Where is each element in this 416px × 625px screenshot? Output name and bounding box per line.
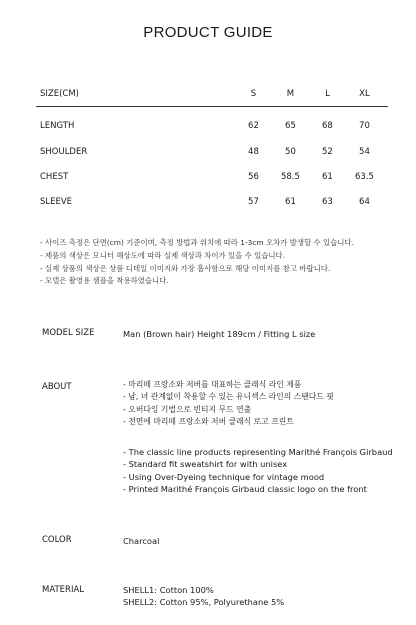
row-label: CHEST: [40, 171, 69, 182]
table-row: [36, 164, 388, 189]
list-item: - 남, 녀 관계없이 착용할 수 있는 유니섹스 라인의 스탠다드 핏: [123, 392, 334, 402]
size-header-m: M: [267, 89, 314, 107]
material-label: MATERIAL: [42, 585, 85, 595]
list-item: - The classic line products representing Marithé François Girbaud: [123, 447, 393, 457]
table-row: [36, 189, 388, 214]
table-cell: 57: [248, 196, 259, 207]
table-cell: 68: [322, 121, 333, 131]
page-title: PRODUCT GUIDE: [143, 24, 273, 41]
note-line: - 실제 상품의 색상은 상품 디테일 이미지와 가장 흡사함으로 해당 이미지를 참고 바랍니다.: [40, 263, 331, 273]
size-header-xl: XL: [341, 89, 388, 107]
material-list: [123, 584, 284, 609]
about-korean-list: [123, 379, 334, 428]
size-table: [36, 89, 388, 214]
table-cell: 65: [285, 121, 296, 131]
about-english-list: [123, 446, 393, 495]
table-cell: 54: [359, 146, 370, 157]
color-value: Charcoal: [123, 536, 160, 546]
color-label: COLOR: [42, 535, 72, 545]
list-item: SHELL1: Cotton 100%: [123, 585, 214, 595]
model-size-value: Man (Brown hair) Height 189cm / Fitting L size: [123, 329, 316, 339]
list-item: - Printed Marithé François Girbaud classic logo on the front: [123, 483, 367, 494]
table-cell: 48: [248, 146, 259, 157]
table-cell: 61: [322, 171, 333, 182]
table-row: [36, 107, 388, 140]
table-cell: 63: [322, 196, 333, 207]
model-size-label: MODEL SIZE: [42, 328, 95, 338]
note-line: - 모델은 촬영용 샘플을 착용하였습니다.: [40, 276, 169, 286]
table-cell: 64: [359, 196, 370, 207]
size-header-l: L: [314, 89, 341, 107]
size-notes: [40, 237, 380, 288]
list-item: SHELL2: Cotton 95%, Polyurethane 5%: [123, 597, 285, 608]
row-label: SHOULDER: [40, 146, 88, 157]
size-header-s: S: [240, 89, 267, 107]
list-item: - 오버다잉 기법으로 빈티지 무드 연출: [123, 404, 252, 414]
table-cell: 56: [248, 171, 259, 182]
table-cell: 52: [322, 146, 333, 157]
table-cell: 58.5: [280, 171, 300, 182]
about-label: ABOUT: [42, 382, 72, 392]
table-row: [36, 139, 388, 164]
size-header-label: SIZE(CM): [36, 89, 240, 107]
row-label: SLEEVE: [40, 196, 73, 207]
table-cell: 50: [285, 146, 296, 157]
note-line: - 제품의 색상은 모니터 해상도에 따라 실제 색상과 차이가 있을 수 있습니다.: [40, 250, 286, 260]
row-label: LENGTH: [40, 121, 75, 131]
table-cell: 62: [248, 121, 259, 131]
list-item: - 마리떼 프랑소와 저버를 대표하는 클래식 라인 제품: [123, 380, 302, 389]
list-item: - Standard fit sweatshirt for with unisex: [123, 459, 288, 470]
list-item: - Using Over-Dyeing technique for vintage mood: [123, 471, 325, 482]
table-cell: 61: [285, 196, 296, 207]
table-cell: 63.5: [354, 171, 374, 182]
table-cell: 70: [359, 121, 370, 131]
list-item: - 전면에 마리떼 프랑소와 저버 클래식 로고 프린트: [123, 416, 294, 426]
size-table-header: [36, 89, 388, 107]
note-line: - 사이즈 측정은 단면(cm) 기준이며, 측정 방법과 위치에 따라 1-3cm 오차가 발생할 수 있습니다.: [40, 238, 354, 247]
